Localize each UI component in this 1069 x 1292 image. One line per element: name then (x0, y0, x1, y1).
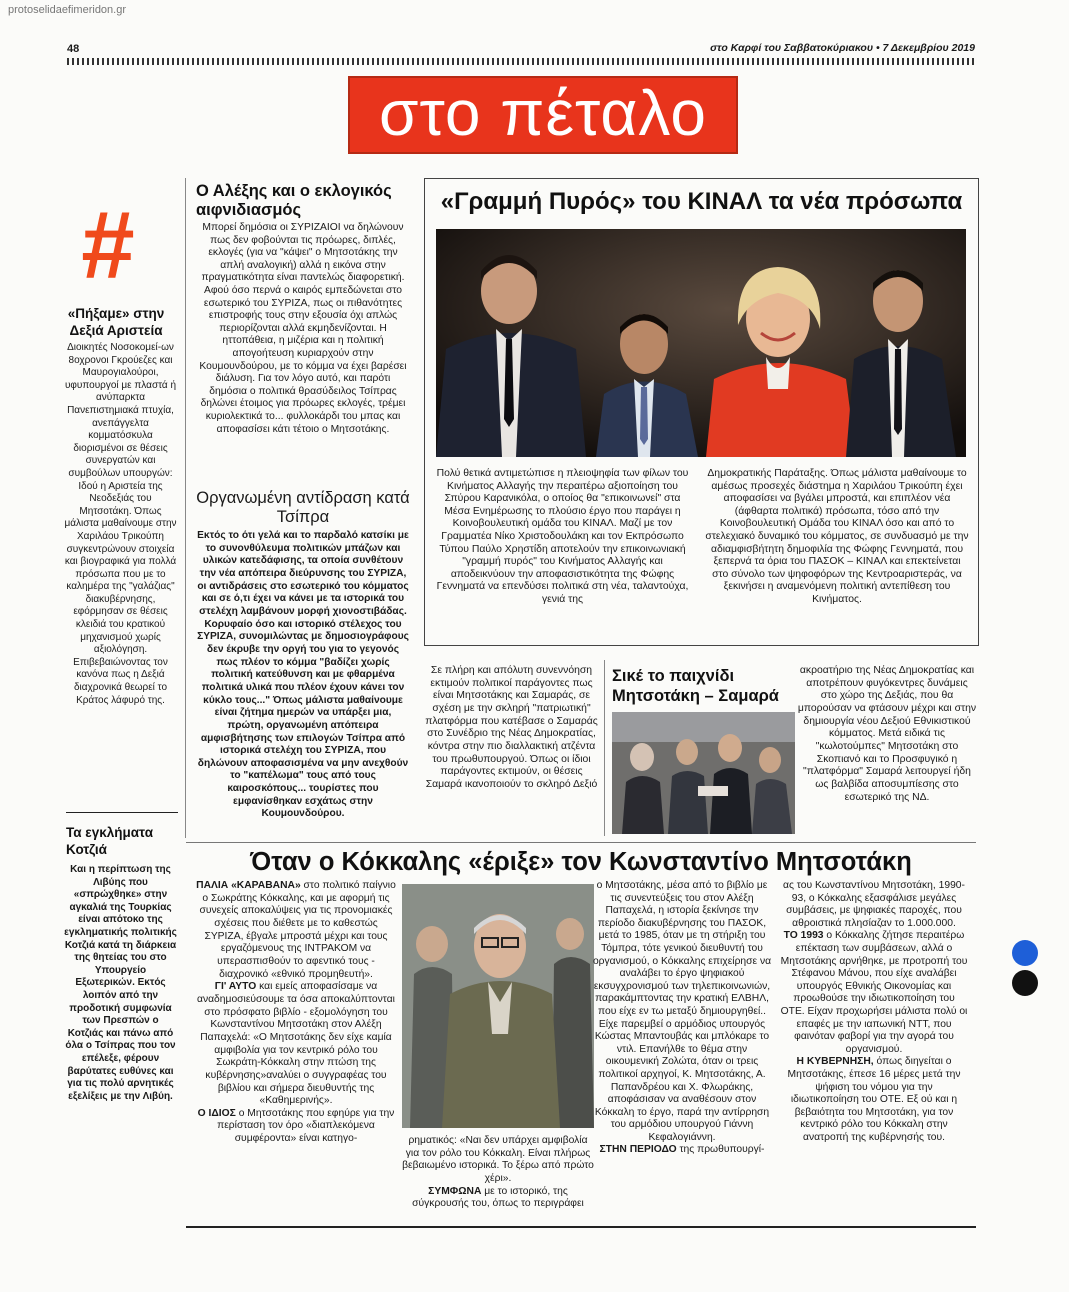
hashtag-icon: # (81, 192, 135, 299)
kinal-photo (436, 229, 966, 457)
kokkalis-col1 (196, 880, 396, 1146)
kokkalis-text-7: της πρωθυπουργί- (676, 1144, 765, 1156)
kokkalis-lead-6: ΤΟ 1993 (783, 930, 824, 942)
kokkalis-text-3: ο Μητσοτάκης που εφηύρε για την περίσταση τον όρο «διαπλεκόμενα συμφέροντα» είναι κατηγο- (217, 1107, 395, 1145)
kokkalis-lead-7: Η ΚΥΒΕΡΝΗΣΗ, (796, 1056, 874, 1068)
sike-photo (612, 712, 795, 834)
kokkalis-text-1: στο πολιτικό παίγνιο ο Σωκράτης Κόκκαλης, και με αφορμή τις συνεχείς αποκαλύψεις για τις προνομιακές σχέσεις που διέθετε με το καθεστώς ΣΥΡΙΖΑ, έβγαλε μπροστά μέχρι και τους εργαζόμενους της ΙΝΤΡΑΚΟΜ να υπερασπισθούν το αφεντικό τους - διαχρονικό «εθνικό προμηθευτή». (199, 880, 396, 980)
kokkalis-title: Όταν ο Κόκκαλης «έριξε» τον Κωνσταντίνο Μητσοτάκη (250, 848, 912, 876)
page-number: 48 (67, 43, 80, 55)
sidebar-body-kotzias: Και η περίπτωση της Λιβύης που «σπρώχθηκε» στην αγκαλιά της Τουρκίας είναι απότοκο της εγκληματικής πολιτικής Κοτζιά κατά τη διάρκεια της θητείας του στο Υπουργείο Εξωτερικών. Εκτός λοιπόν από την προδοτική συμφωνία των Πρεσπών ο Κοτζιάς και πάνω από όλα ο Τσίπρας που τον επέλεξε, φέρουν βαρύτατες ευθύνες και για τις πολύ αρνητικές εξελίξεις με την Λιβύη. (64, 864, 177, 1102)
kokkalis-text-2: και εμείς αποφασίσαμε να αναδημοσιεύσουμε τα όσα αποκαλύπτονται στο πρόσφατο βιβλίο - εξομολόγηση του Κωνσταντίνου Μητσοτάκη στον Αλέξη Παπαχελά: «Ο Μητσοτάκης δεν είχε καμία αμφιβολία για τον κεντρικό ρόλο του Σωκράτη-Κόκκαλη στην πτώση της κυβέρνησης»αναλύει ο συγγραφέας του βιβλίου και σήμερα διευθυντής της «Καθημερινής». (197, 981, 395, 1107)
kokkalis-text-5: με το ιστορικό, της σύγκρουσής του, όπως το περιγράφει (412, 1185, 584, 1210)
kinal-body-left: Πολύ θετικά αντιμετώπισε η πλειοψηφία των φίλων του Κινήματος Αλλαγής την περαιτέρω αξιοποίηση του Σπύρου Καρανικόλα, ο οποίος θα "επικοινωνεί" στα Μέσα Ενημέρωσης το πλούσιο έργο που παράγει η Κοινοβουλευτική ομάδα του ΚΙΝΑΛ. Μαζί με τον Γραμματέα Νίκο Χριστοδουλάκη και τον Εκπρόσωπο Τύπου Παύλο Χρηστίδη αποτελούν την επικοινωνιακή "γραμμή πυρός" του Κινήματος Αλλαγής και αποδεικνύουν την αποφασιστικότητα της Φώφης Γεννηματά να επενδύσει πολιτικά στη νέα, ταλαντούχα, γενιά της (436, 468, 689, 605)
kokkalis-lead-5: ΣΤΗΝ ΠΕΡΙΟΔΟ (599, 1144, 677, 1156)
article-title-aifnidiasmos: Ο Αλέξης και ο εκλογικός αιφνιδιασμός (196, 182, 392, 219)
publication-line: στο Καρφί του Σαββατοκύριακου • 7 Δεκεμβρίου 2019 (710, 42, 975, 54)
kokkalis-text-9: ο Κόκκαλης ζήτησε περαιτέρω επέκταση των συμβάσεων, αλλά ο Μητσοτάκης αρνήθηκε, με προτροπή του Στέφανου Μάνου, που είχε αναλάβει υπουργός Εθνικής Οικονομίας και προωθούσε την ιδιωτικοποίηση του ΟΤΕ. Είχαν προχωρήσει μάλιστα πολύ οι επαφές με την ιαπωνική ΝΤΤ, που φαινόταν φαβορί για την αγορά του οργανισμού. (780, 930, 968, 1055)
sike-body-left: Σε πλήρη και απόλυτη συνεννόηση εκτιμούν πολιτικοί παράγοντες πως είναι Μητσοτάκης και Σαμαράς, σε σχέση με την σκληρή "πατριωτική" πλατφόρμα που κατέβασε ο Σαμαράς στο Συνέδριο της Νέας Δημοκρατίας, κόντρα στην πιο διαλλακτική ατζέντα του πρωθυπουργού. Όπως οι ίδιοι παράγοντες εκτιμούν, οι θέσεις Σαμαρά ικανοποιούν το σκληρό Δεξιό (425, 665, 598, 790)
kokkalis-text-6: ο Μητσοτάκης, μέσα από το βιβλίο με τις συνεντεύξεις του στον Αλέξη Παπαχελά, η ιστορία ξεκίνησε την περίοδο διακυβέρνησης του ΠΑΣΟΚ, μετά το 1985, όταν με τη στήριξη του Τόμπρα, τότε γενικού διευθυντή του οργανισμού, ο Κόκκαλης επιχείρησε να αναλάβει το έργο ψηφιακού εκσυγχρονισμού των τηλεπικοινωνιών, παρακάμπτοντας την κρατική ΕΛΒΗΛ, που είχε εν τω μεταξύ δημιουργηθεί.. Είχε παρεμβεί ο αρμόδιος υπουργός Κώστας Μπαντουβάς και μπλόκαρε το ντιλ. Επανήλθε το θέμα στην οικουμενική Ζολώτα, όταν οι τρεις πολιτικοί αρχηγοί, Κ. Μητσοτάκης, Α. Παπανδρέου και Χ. Φλωράκης, αποφάσισαν να αναθέσουν στον Κόκκαλη το έργο, παρά την αντίρρηση του αρμόδιου υπουργού Γιάννη Κεφαλογιάννη. (592, 880, 772, 1143)
kokkalis-lead-1: ΠΑΛΙΑ «ΚΑΡΑΒΑΝΑ» (196, 880, 301, 891)
sike-body-right: ακροατήριο της Νέας Δημοκρατίας και αποτρέπουν φυγόκεντρες δυνάμεις στο χώρο της Δεξιάς, που θα μπορούσαν να φτάσουν μέχρι και στην δημιουργία νέου Δεξιού Εθνικιστικού κόμματος. Μετά ειδικά τις "κωλοτούμπες" Μητσοτάκη στο Σκοπιανό και το Προσφυγικό η "πλατφόρμα" Σαμαρά λειτουργεί ήδη ως βαλβίδα αποσυμπίεσης στο εσωτερικό της ΝΔ. (797, 665, 977, 803)
article-body-aifnidiasmos: Μπορεί δημόσια οι ΣΥΡΙΖΑΙΟΙ να δηλώνουν πως δεν φοβούνται τις πρόωρες, διπλές, εκλογές (για να "κάψει" ο Μητσοτάκης την απλή αναλογική) αλλά η εικόνα στην πραγματικότητα είναι παντελώς διαφορετική. Αφού όσο περνά ο καιρός εμπεδώνεται στο εσωτερικό του ΣΥΡΙΖΑ, πως οι πιθανότητες επιστροφής τους στην εξουσία όχι απλώς περιορίζονται αλλά εκμηδενίζονται. Η ηττοπάθεια, η μιζέρια και η πολιτική απογοήτευση κυριαρχούν στην Κουμουνδούρου, με το κόμμα να έχει βαρέσει διάλυση. Για τον λόγο αυτό, και παρότι δημόσια ο πολιτικά θρασύδειλος Τσίπρας δηλώνει έτοιμος για πρόωρες εκλογές, τρέμει κυριολεκτικά το... φυλλοκάρδι του μπας και αποφασίσει κάτι τέτοιο ο Μητσοτάκης. (199, 222, 407, 435)
kinal-title: «Γραμμή Πυρός» του ΚΙΝΑΛ τα νέα πρόσωπα (440, 188, 963, 215)
section-banner-title: στο πέταλο (379, 77, 707, 149)
watermark: protoselidaefimeridon.gr (8, 4, 127, 16)
sidebar-title-kotzias: Τα εγκλήματα Κοτζιά (66, 825, 153, 857)
kokkalis-text-8: ας του Κωνσταντίνου Μητσοτάκη, 1990-93, ο Κόκκαλης εξασφάλισε μεγάλες συμβάσεις, με ψηφιακές παροχές, που αθροιστικά πλησίαζαν το 1.000.000. (783, 880, 965, 929)
kokkalis-lead-2: ΓΙ' ΑΥΤΟ (214, 981, 257, 993)
kinal-body-right: Δημοκρατικής Παράταξης. Όπως μάλιστα μαθαίνουμε το αμέσως προσεχές διάστημα η Χαριλάου Τρικούπη έχει αποφασίσει να βγάλει μπροστά, και επιπλέον νέα (άφθαρτα πολιτικά) πρόσωπα, τόσο από την Κοινοβουλευτική Ομάδα του ΚΙΝΑΛ όσο και από το στελεχιακό δυναμικό του κόμματος, σε συνδυασμό με την αδιαμφισβήτητη δημοφιλία της Φώφης Γεννηματά, που ξεπερνά τα όρια του ΠΑΣΟΚ – ΚΙΝΑΛ και επεκτείνεται στο σύνολο των ψηφοφόρων της Κεντροαριστεράς, να ξεκινήσει η αναμενόμενη πολιτική αντεπίθεση του Κινήματος. (705, 468, 969, 605)
header-tick-rule (67, 58, 975, 65)
kokkalis-text-10: όπως διηγείται ο Μητσοτάκης, έπεσε 16 μέρες μετά την ψήφιση του νόμου για την ιδιωτικοποίηση του ΟΤΕ. Εξ ού και η βεβαιότητα του Μητσοτάκη, για τον κεντρικό ρόλο του Κόκκαλη στην ανατροπή της κυβέρνησής του. (787, 1056, 961, 1143)
sike-title: Σικέ το παιχνίδι Μητσοτάκη – Σαμαρά (612, 667, 779, 705)
kokkalis-photo (402, 884, 594, 1128)
black-dot-icon (1012, 970, 1038, 996)
kokkalis-lead-3: Ο ΙΔΙΟΣ (197, 1107, 236, 1119)
kokkalis-col2 (402, 1135, 594, 1211)
kokkalis-col3 (592, 880, 772, 1157)
blue-dot-icon (1012, 940, 1038, 966)
sidebar-body-aristeia: Διοικητές Νοσοκομεί-ων 8οχρονοι Γκρούεζες και Μαυρογιαλούροι, υφυπουργοί με πλαστά ή ανύπαρκτα Πανεπιστημιακά πτυχία, ανεπάγγελτα κομματόσκυλα διορισμένοι σε θέσεις συνεργατών και συμβούλων υπουργών: Ιδού η Αριστεία της Νεοδεξιάς του Μητσοτάκη. Όπως μάλιστα μαθαίνουμε στην Χαριλάου Τρικούπη συγκεντρώνουν στοιχεία και βιογραφικά για πολλά πρόσωπα που με το καλημέρα της "γαλάζιας" διακυβέρνησης, εφόρμησαν σε θέσεις κλειδιά του κρατικού μηχανισμού χωρίς αξιολόγηση. Επιβεβαιώνοντας τον κανόνα πως η Δεξιά διαχρονικά θεωρεί το Κράτος λάφυρό της. (64, 342, 177, 706)
kokkalis-text-4: ρηματικός: «Ναι δεν υπάρχει αμφιβολία για τον ρόλο του Κόκκαλη. Είναι πλήρως βεβαιωμένο ιστορικά. Το ξέρω από πρώτο χέρι». (402, 1135, 594, 1184)
kokkalis-lead-4: ΣΥΜΦΩΝΑ (428, 1185, 482, 1197)
article-title-antidrasi: Οργανωμένη αντίδραση κατά Τσίπρα (196, 489, 410, 526)
kokkalis-col4 (780, 880, 968, 1144)
sidebar-title-aristeia: «Πήξαμε» στην Δεξιά Αριστεία (67, 306, 165, 338)
article-body-antidrasi: Εκτός το ότι γελά και το παρδαλό κατσίκι με το συνονθύλευμα πολιτικών μπάζων και υλικών κατεδάφισης, τα οποία συνθέτουν την νέα απόπειρα διεύρυνσης του ΣΥΡΙΖΑ, οι αντιδράσεις στο εσωτερικό του κόμματος και σε ό,τι έχει να κάνει με τα ιστορικά του στελέχη λαμβάνουν μορφή χιονοστιβάδας. Κορυφαίο όσο και ιστορικό στέλεχος του ΣΥΡΙΖΑ, συνομιλώντας με δημοσιογράφους δεν έκρυβε την οργή του για το γεγονός πως πλέον το κόμμα "βαδίζει χωρίς πολιτική κατεύθυνση και με φθαρμένα πολιτικά υλικά που πλέον έχουν κάνει τον κύκλο τους..." Όπως μάλιστα μαθαίνουμε είναι ζήτημα ημερών να υπάρξει μια, πρώτη, οργανωμένη απόπειρα αμφισβήτησης των επιλογών Τσίπρα από ιστορικά στελέχη του ΣΥΡΙΖΑ, που δηλώνουν αποφασισμένα να μην ανεχθούν το "καπέλωμα" τους από τους καιροσκόπους... τουρίστες που εμφανίσθηκαν εσχάτως στην Κουμουνδούρου. (197, 530, 409, 820)
